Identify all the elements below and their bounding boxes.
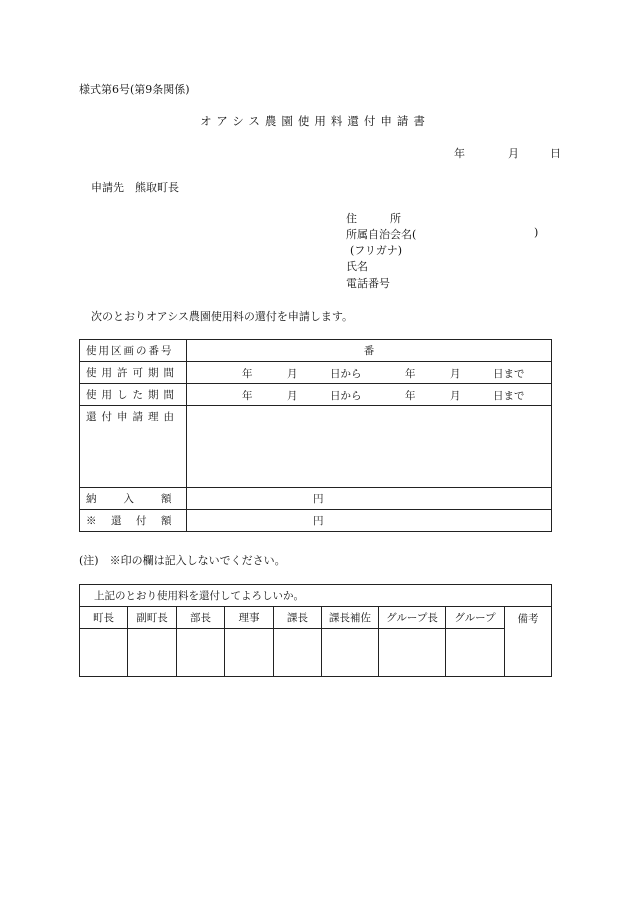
applicant-community-close: ) <box>534 226 539 239</box>
note: (注) ※印の欄は記入しないでください。 <box>79 554 286 567</box>
permit-from-day: 日から <box>330 367 362 380</box>
stamp-box-assistant-chief <box>322 629 379 677</box>
document-title: オアシス農園使用料還付申請書 <box>200 114 430 128</box>
permit-value[interactable] <box>187 362 552 384</box>
permit-row <box>80 362 552 384</box>
stamp-box-group-leader <box>379 629 446 677</box>
stamp-box-deputy-mayor <box>128 629 177 677</box>
paid-label: 納 入 額 <box>80 488 187 510</box>
permit-to-month: 月 <box>450 367 461 380</box>
applicant-phone-label: 電話番号 <box>346 277 390 290</box>
approval-header: 上記のとおり使用料を還付してよろしいか。 <box>80 585 552 607</box>
applicant-community-label: 所属自治会名( <box>346 228 417 241</box>
approval-col-assistant-chief: 課長補佐 <box>322 607 379 629</box>
approval-col-director: 部長 <box>177 607 225 629</box>
date-month: 月 <box>508 147 519 160</box>
permit-label: 使用許可期間 <box>80 362 187 384</box>
applicant-furigana-label: (フリガナ) <box>350 244 403 257</box>
stamp-box-executive <box>225 629 274 677</box>
approval-remarks: 備考 <box>505 607 552 677</box>
used-from-month: 月 <box>287 389 298 402</box>
refund-yen: 円 <box>313 515 324 527</box>
applicant-address-label: 住 所 <box>346 212 401 225</box>
refund-label: ※ 還 付 額 <box>80 510 187 532</box>
used-to-month: 月 <box>450 389 461 402</box>
approval-col-deputy-mayor: 副町長 <box>128 607 177 629</box>
used-value[interactable] <box>187 384 552 406</box>
paid-row <box>80 488 552 510</box>
permit-from-month: 月 <box>287 367 298 380</box>
refund-value <box>187 510 552 532</box>
approval-col-group-leader: グループ長 <box>379 607 446 629</box>
permit-to-day: 日まで <box>493 367 525 380</box>
date-year: 年 <box>454 147 465 160</box>
plot-label: 使用区画の番号 <box>80 340 187 362</box>
approval-col-section-chief: 課長 <box>274 607 322 629</box>
intro-text: 次のとおりオアシス農園使用料の還付を申請します。 <box>91 310 354 323</box>
date-day: 日 <box>550 147 561 160</box>
paid-value[interactable] <box>187 488 552 510</box>
approval-stamp-row <box>80 629 552 677</box>
used-row <box>80 384 552 406</box>
stamp-box-mayor <box>80 629 128 677</box>
refund-row <box>80 510 552 532</box>
permit-from-year: 年 <box>242 367 253 380</box>
approval-col-mayor: 町長 <box>80 607 128 629</box>
stamp-box-director <box>177 629 225 677</box>
stamp-box-group <box>446 629 505 677</box>
used-from-year: 年 <box>242 389 253 402</box>
used-from-day: 日から <box>330 389 362 402</box>
approval-header-row <box>80 585 552 607</box>
approval-col-group: グループ <box>446 607 505 629</box>
used-to-day: 日まで <box>493 389 525 402</box>
recipient: 申請先 熊取町長 <box>91 181 179 194</box>
form-number: 様式第6号(第9条関係) <box>79 83 190 96</box>
approval-columns-row <box>80 607 552 629</box>
paid-yen: 円 <box>313 493 324 505</box>
approval-table <box>79 584 552 677</box>
reason-label: 還付申請理由 <box>80 406 187 488</box>
reason-value[interactable] <box>187 406 552 488</box>
plot-value[interactable] <box>187 340 552 362</box>
used-label: 使用した期間 <box>80 384 187 406</box>
application-table <box>79 339 552 532</box>
applicant-name-label: 氏名 <box>346 260 368 273</box>
stamp-box-section-chief <box>274 629 322 677</box>
reason-row <box>80 406 552 488</box>
plot-suffix: 番 <box>363 345 375 357</box>
plot-row <box>80 340 552 362</box>
date-line <box>454 145 561 161</box>
approval-col-executive: 理事 <box>225 607 274 629</box>
permit-to-year: 年 <box>405 367 416 380</box>
used-to-year: 年 <box>405 389 416 402</box>
